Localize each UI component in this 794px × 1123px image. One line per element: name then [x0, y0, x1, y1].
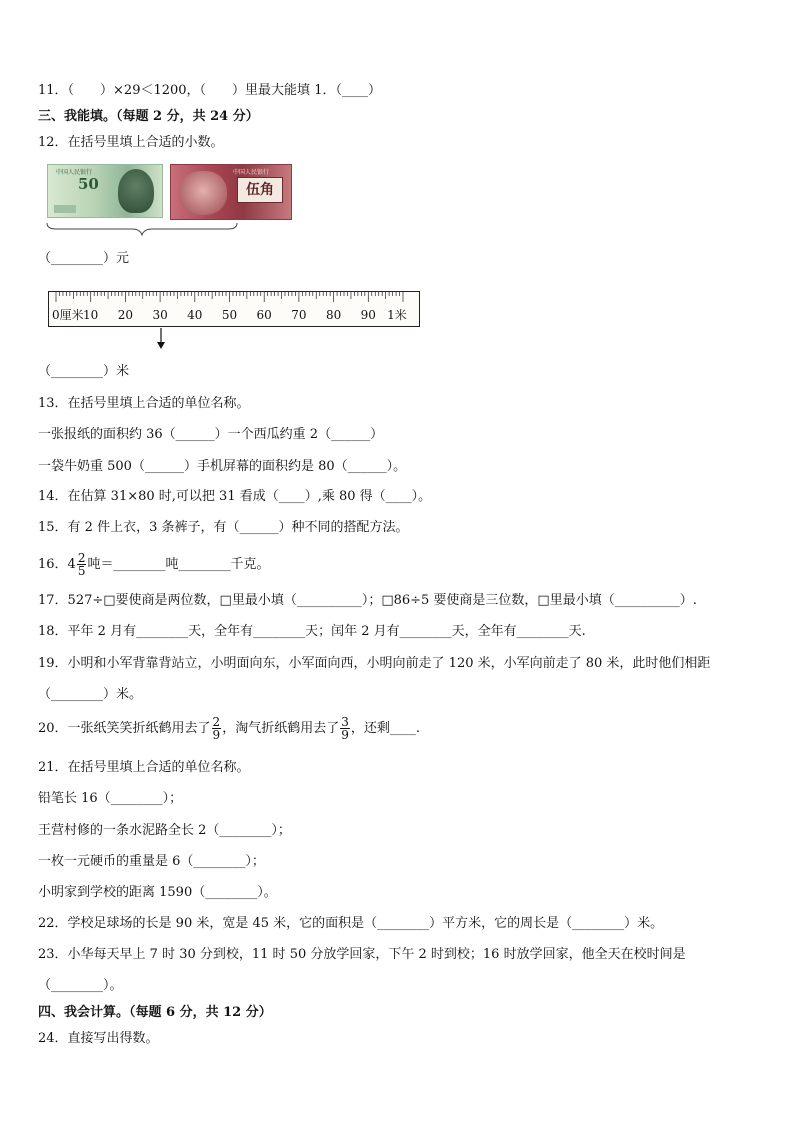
ruler-tick-label: 60 [256, 308, 272, 322]
q16-fraction [77, 552, 87, 577]
question-21-line-a: 铅笔长 16（________）； [38, 791, 183, 806]
note-5jiao-denomination: 伍角 [237, 177, 283, 203]
ruler-tick-label: 1米 [387, 308, 407, 322]
question-14: 14．在估算 31×80 时,可以把 31 看成（____）,乘 80 得（____）。 [38, 489, 432, 504]
q20-numerator-2: 3 [341, 715, 349, 729]
q20-prefix: 20．一张纸笑笑折纸鹤用去了 [38, 721, 211, 736]
question-13-line-a: 一张报纸的面积约 36（______）一个西瓜约重 2（______） [38, 427, 384, 442]
question-21-line-c: 一枚一元硬币的重量是 6（________）； [38, 854, 265, 869]
section-4-heading: 四、我会计算。（每题 6 分，共 12 分） [38, 1005, 272, 1020]
section-3-heading: 三、我能填。（每题 2 分，共 24 分） [38, 109, 259, 124]
q20-denominator-2: 9 [341, 728, 349, 742]
portrait-shape [179, 171, 227, 215]
question-19-line-1: 19．小明和小军背靠背站立，小明面向东，小军面向西，小明向前走了 120 米，小军向前走了 80 米，此时他们相距 [38, 656, 711, 671]
ruler-tick-label: 50 [221, 308, 238, 322]
note-5jiao-bank-name: 中国人民银行 [233, 169, 270, 176]
note-50-denomination: 50 [78, 175, 99, 193]
q20-denominator-1: 9 [212, 728, 221, 742]
note-50-serial-area [54, 205, 76, 213]
question-15: 15．有 2 件上衣，3 条裤子，有（______）种不同的搭配方法。 [38, 520, 409, 535]
question-23-line-2: （________）。 [38, 978, 123, 993]
q16-numerator: 2 [77, 551, 86, 565]
brace-icon [46, 222, 238, 236]
ruler-tick-label: 80 [325, 308, 342, 322]
portrait-shape [118, 169, 154, 213]
ruler-tick-label: 0厘米 [52, 308, 84, 322]
ruler-tick-label: 90 [360, 308, 376, 322]
question-12: 12．在括号里填上合适的小数。 [38, 135, 224, 150]
banknote-5jiao-image [170, 164, 292, 220]
q20-numerator-1: 2 [212, 715, 221, 729]
ruler-tick-label: 10 [83, 308, 99, 322]
question-21-line-d: 小明家到学校的距离 1590（________）。 [38, 885, 277, 900]
q20-fraction-1 [212, 716, 222, 741]
q20-middle: ，淘气折纸鹤用去了 [222, 721, 340, 736]
question-23-line-1: 23．小华每天早上 7 时 30 分到校，11 时 50 分放学回家，下午 2 时到校；16 时放学回家，他全天在校时间是 [38, 947, 686, 962]
q16-prefix: 16．4 [38, 557, 76, 572]
question-13-line-b: 一袋牛奶重 500（______）手机屏幕的面积约是 80（______）。 [38, 459, 407, 474]
answer-12-meter: （________）米 [38, 364, 130, 379]
question-17: 17．527÷□要使商是两位数，□里最小填（__________）；□86÷5 要使商是三位数，□里最小填（__________）. [38, 593, 697, 608]
question-22: 22．学校足球场的长是 90 米，宽是 45 米，它的面积是（________）平方米，它的周长是（________）米。 [38, 916, 664, 931]
question-20 [38, 714, 420, 744]
question-21: 21．在括号里填上合适的单位名称。 [38, 760, 250, 775]
ruler-tick-label: 20 [117, 308, 134, 322]
q20-fraction-2 [340, 716, 350, 741]
banknote-50-image [47, 164, 163, 218]
q16-suffix: 吨＝________吨________千克。 [87, 557, 270, 572]
question-19-line-2: （________）米。 [38, 687, 143, 702]
q16-denominator: 5 [77, 564, 86, 578]
question-11: 11．（ ）×29＜1200，（ ）里最大能填 1．（____） [38, 83, 381, 98]
answer-12-yuan: （________）元 [38, 251, 130, 266]
question-18: 18．平年 2 月有________天，全年有________天；闰年 2 月有________天，全年有________天. [38, 624, 586, 639]
down-arrow-icon [156, 328, 166, 350]
ruler-tick-label: 30 [152, 308, 168, 322]
ruler-tick-label: 40 [187, 308, 203, 322]
ruler-image [48, 291, 420, 327]
question-21-line-b: 王营村修的一条水泥路全长 2（________）； [38, 823, 291, 838]
ruler-tick-label: 70 [291, 308, 307, 322]
question-24: 24．直接写出得数。 [38, 1031, 159, 1046]
question-13: 13．在括号里填上合适的单位名称。 [38, 396, 250, 411]
q20-suffix: ，还剩____. [350, 721, 420, 736]
question-16 [38, 552, 269, 578]
note-50-bank-name: 中国人民银行 [56, 169, 93, 176]
